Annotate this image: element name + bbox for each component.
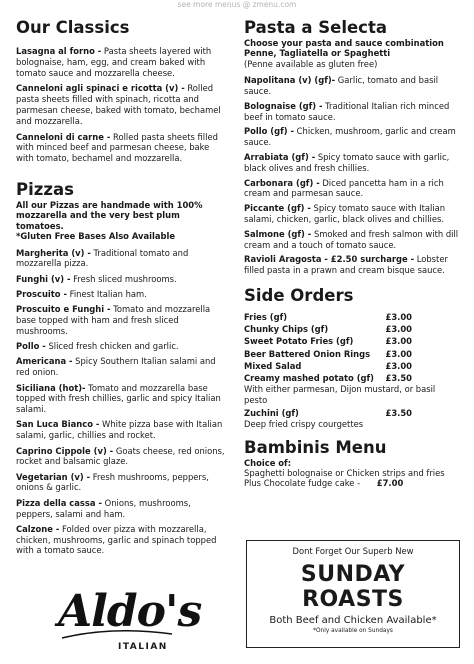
menu-item: [16, 498, 226, 520]
item-name: Pollo (gf) -: [244, 126, 294, 137]
roast-sub: Both Beef and Chicken Available*: [269, 615, 437, 626]
pizzas-gluten-note: *Gluten Free Bases Also Available: [16, 231, 176, 242]
side-name: Zuchini (gf): [244, 408, 299, 418]
item-desc: Spicy Southern Italian salami and red onion.: [16, 356, 216, 378]
item-name: Calzone -: [16, 523, 60, 534]
item-desc: Rolled pasta sheets filled with spinach, ricotta and parmesan cheese, baked with tomato, bechamel and mozzarella.: [16, 83, 221, 126]
item-name: Margherita (v) -: [16, 247, 91, 258]
item-name: Ravioli Aragosta - £2.50 surcharge -: [244, 254, 415, 265]
item-name: Funghi (v) -: [16, 273, 71, 284]
item-desc: Spicy tomato sauce with garlic, black olives and fresh chillies.: [244, 152, 450, 173]
menu-item: [16, 289, 226, 300]
item-desc: Rolled pasta sheets filled with minced beef and parmesan cheese, bake with tomato, bechamel and mozzarella.: [16, 131, 218, 164]
side-name: Sweet Potato Fries (gf): [244, 336, 354, 347]
item-name: Arrabiata (gf) -: [244, 152, 316, 162]
item-desc: Goats cheese, red onions, rocket and balsamic glaze.: [16, 445, 225, 467]
menu-item: [16, 383, 226, 415]
item-name: Proscuito -: [16, 288, 67, 299]
sides-title: Side Orders: [244, 285, 354, 305]
item-name: Vegetarian (v) -: [16, 471, 91, 482]
menu-item: [16, 132, 226, 164]
side-price: £3.50: [385, 372, 412, 383]
menu-item: [244, 75, 462, 97]
bambinis-title: Bambinis Menu: [244, 437, 387, 457]
menu-item: [244, 229, 462, 251]
pasta-title: Pasta a Selecta: [244, 18, 387, 37]
item-name: Salmone (gf) -: [244, 228, 312, 239]
side-price: £3.00: [385, 348, 412, 359]
item-desc: Tomato and mozzarella base topped with ham and fresh sliced mushrooms.: [16, 304, 211, 336]
item-name: Caprino Cippole (v) -: [16, 445, 114, 456]
item-name: Siciliana (hot)-: [16, 382, 86, 393]
item-name: Carbonara (gf) -: [244, 177, 320, 188]
item-name: Proscuito e Funghi -: [16, 304, 111, 315]
item-name: San Luca Bianco -: [16, 419, 100, 430]
menu-item: [16, 83, 226, 126]
menu-item: [16, 446, 226, 468]
item-name: Lasagna al forno -: [16, 46, 102, 56]
pasta-intro-note: (Penne available as gluten free): [244, 58, 378, 69]
menu-item: [244, 203, 462, 225]
item-desc: Folded over pizza with mozzarella, chicken, mushrooms, garlic and spinach topped with a tomato sauce.: [16, 523, 217, 556]
item-desc: Sliced fresh chicken and garlic.: [45, 341, 179, 352]
menu-item: [244, 254, 462, 276]
pasta-intro: Choose your pasta and sauce combination Penne, Tagliatella or Spaghetti: [244, 38, 444, 59]
menu-item: [16, 304, 226, 336]
item-desc: Pasta sheets layered with bolognaise, ham, egg, and cream baked with tomato sauce and mozzarella cheese.: [16, 46, 212, 78]
item-name: Americana -: [16, 356, 73, 367]
side-name: Beer Battered Onion Rings: [244, 348, 371, 359]
pasta-list: [244, 75, 462, 276]
classics-list: [16, 46, 226, 164]
item-desc: Spicy tomato sauce with Italian salami, chicken, garlic, black olives and chillies.: [244, 203, 446, 224]
bambinis-choice: Choice of:: [244, 457, 292, 468]
logo-name: Aldo's: [58, 586, 202, 637]
left-column: [16, 18, 226, 561]
item-desc: Finest Italian ham.: [66, 288, 147, 299]
item-desc: White pizza base with Italian salami, garlic, chillies and rocket.: [16, 419, 223, 441]
side-name: Mixed Salad: [244, 360, 302, 371]
item-desc: Chicken, mushroom, garlic and cream sauce.: [244, 126, 456, 148]
menu-item: [16, 472, 226, 494]
side-row: [244, 335, 412, 347]
side-row-zuchini: [244, 407, 412, 419]
item-desc: Traditional Italian rich minced beef in tomato sauce.: [244, 100, 450, 122]
item-name: Pollo -: [16, 341, 46, 352]
menu-item: [16, 356, 226, 378]
side-name: Chunky Chips (gf): [244, 324, 329, 335]
side-row: [244, 311, 412, 323]
zuchini-note: Deep fried crispy courgettes: [244, 419, 364, 430]
side-row: [244, 323, 412, 335]
item-desc: Fresh sliced mushrooms.: [70, 273, 177, 284]
menu-item: [16, 46, 226, 78]
menu-item: [244, 101, 462, 123]
side-name: Creamy mashed potato (gf): [244, 372, 374, 383]
roast-top: Dont Forget Our Superb New: [292, 546, 414, 556]
roast-line2: ROASTS: [302, 587, 404, 612]
side-price: £3.00: [385, 336, 412, 347]
menu-item: [16, 274, 226, 285]
menu-item: [244, 178, 462, 200]
bambinis-line2: Plus Chocolate fudge cake -: [244, 478, 361, 489]
menu-item: [16, 419, 226, 441]
roast-note: *Only available on Sundays: [313, 628, 393, 634]
menu-item: [16, 248, 226, 270]
menu-item: [244, 126, 462, 148]
side-price: £3.00: [385, 311, 412, 322]
item-name: Canneloni agli spinaci e ricotta (v) -: [16, 83, 185, 94]
item-desc: Onions, mushrooms, peppers, salami and ham.: [16, 497, 191, 519]
bambinis-price: £7.00: [376, 478, 404, 489]
item-desc: Traditional tomato and mozzarella pizza.: [16, 247, 189, 269]
watermark: see more menus @ zmenu.com: [177, 0, 297, 9]
aldos-logo: [52, 586, 202, 656]
logo-sub: ITALIAN: [118, 642, 168, 652]
classics-title: Our Classics: [16, 18, 130, 37]
pizzas-title: Pizzas: [16, 179, 74, 199]
item-name: Pizza della cassa -: [16, 497, 102, 508]
item-desc: Garlic, tomato and basil sauce.: [244, 75, 439, 97]
pizzas-list: [16, 248, 226, 557]
roast-line1: SUNDAY: [300, 562, 406, 587]
item-name: Bolognaise (gf) -: [244, 100, 323, 111]
menu-item: [16, 341, 226, 352]
item-desc: Tomato and mozzarella base topped with fresh chillies, garlic and spicy Italian salami.: [16, 382, 221, 415]
pizzas-intro: All our Pizzas are handmade with 100% mozzarella and the very best plum tomatoes.: [16, 199, 203, 231]
menu-item: [16, 524, 226, 556]
item-name: Canneloni di carne -: [16, 131, 111, 142]
mash-note: With either parmesan, Dijon mustard, or basil pesto: [244, 384, 436, 405]
item-name: Napolitana (v) (gf)-: [244, 75, 336, 86]
item-desc: Fresh mushrooms, peppers, onions & garlic.: [16, 471, 209, 493]
menu-item: [244, 152, 462, 174]
right-column: [244, 18, 462, 489]
bambinis-line1: Spaghetti bolognaise or Chicken strips and fries: [244, 468, 445, 479]
side-price: £3.50: [385, 408, 412, 418]
side-price: £3.00: [385, 324, 412, 335]
sides-list: [244, 311, 462, 384]
side-name: Fries (gf): [244, 311, 288, 322]
item-desc: Smoked and fresh salmon with dill cream and a touch of tomato sauce.: [244, 228, 459, 250]
side-row: [244, 360, 412, 372]
sunday-roast-box: [246, 540, 460, 648]
side-row: [244, 372, 412, 384]
item-desc: Lobster filled pasta in a prawn and cream bisque sauce.: [244, 254, 448, 276]
side-price: £3.00: [385, 360, 412, 371]
item-name: Piccante (gf) -: [244, 203, 311, 214]
item-desc: Diced pancetta ham in a rich cream and parmesan sauce.: [244, 177, 444, 199]
side-row: [244, 348, 412, 360]
bambinis-line2-row: [244, 478, 462, 488]
